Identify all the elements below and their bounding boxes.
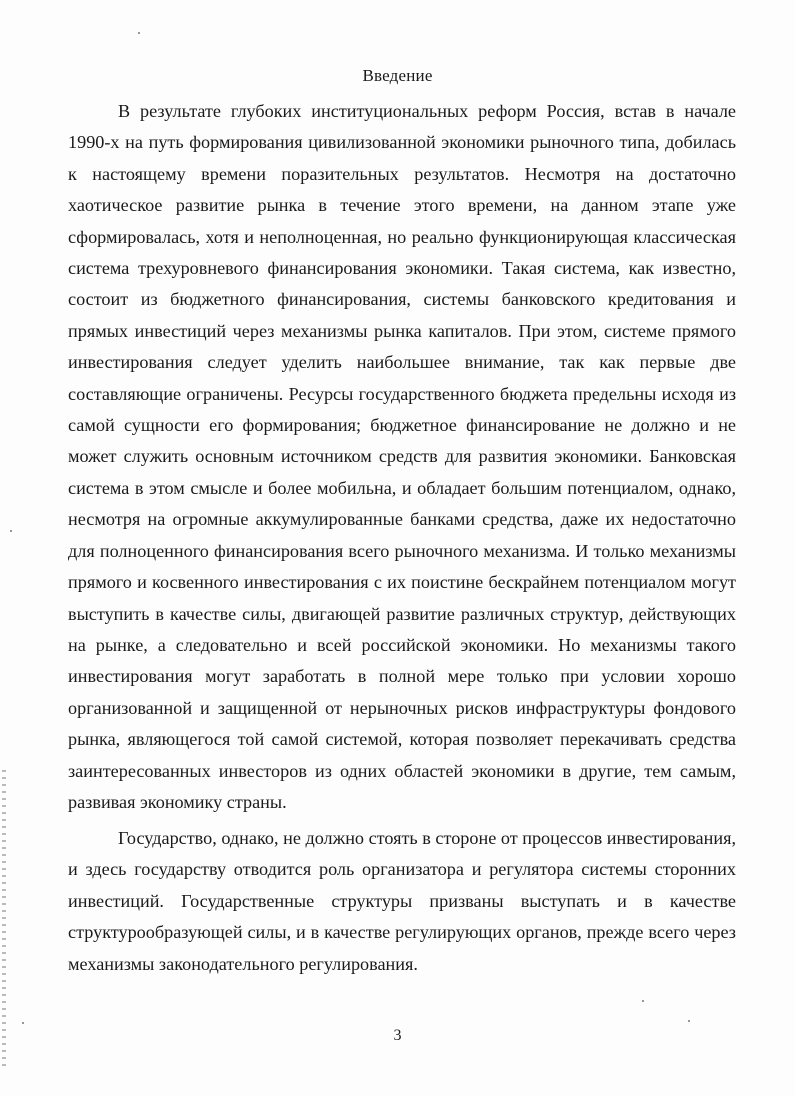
scan-speck bbox=[138, 32, 140, 34]
section-title: Введение bbox=[362, 66, 433, 85]
scan-speck bbox=[22, 1022, 24, 1024]
scan-speck bbox=[642, 1000, 644, 1002]
scan-speck bbox=[10, 530, 12, 532]
scan-speck bbox=[688, 1020, 690, 1022]
page-number: 3 bbox=[393, 1027, 402, 1044]
paragraph-2: Государство, однако, не должно стоять в стороне от процессов инвестирования, и здесь государству отводится роль организатора и регулятора системы сторонних инвестиций. Государственные структуры призваны выступать и в качестве структурообразующей силы, и в качестве регулирующих органов, прежде всего через механизмы законодательного регулирования. bbox=[68, 828, 736, 974]
paragraph-1: В результате глубоких институциональных реформ Россия, встав в начале 1990-х на путь формирования цивилизованной экономики рыночного типа, добилась к настоящему времени поразительных результатов. Несмотря на достаточно хаотическое развитие рынка в течение этого времени, на данном этапе уже сформировалась, хотя и неполноценная, но реально функционирующая классическая система трехуровневого финансирования экономики. Такая система, как известно, состоит из бюджетного финансирования, системы банковского кредитования и прямых инвестиций через механизмы рынка капиталов. При этом, системе прямого инвестирования следует уделить наибольшее внимание, так как первые две составляющие ограничены. Ресурсы государственного бюджета предельны исходя из самой сущности его формирования; бюджетное финансирование не должно и не может служить основным источником средств для развития экономики. Банковская система в этом смысле и более мобильна, и обладает большим потенциалом, однако, несмотря на огромные аккумулированные банками средства, даже их недостаточно для полноценного финансирования всего рыночного механизма. И только механизмы прямого и косвенного инвестирования с их поистине бескрайнем потенциалом могут выступить в качестве силы, двигающей развитие различных структур, действующих на рынке, а следовательно и всей российской экономики. Но механизмы такого инвестирования могут заработать в полной мере только при условии хорошо организованной и защищенной от нерыночных рисков инфраструктуры фондового рынка, являющегося той самой системой, которая позволяет перекачивать средства заинтересованных инвесторов из одних областей экономики в другие, тем самым, развивая экономику страны. bbox=[68, 101, 736, 812]
scan-edge-artifact bbox=[2, 770, 6, 1070]
